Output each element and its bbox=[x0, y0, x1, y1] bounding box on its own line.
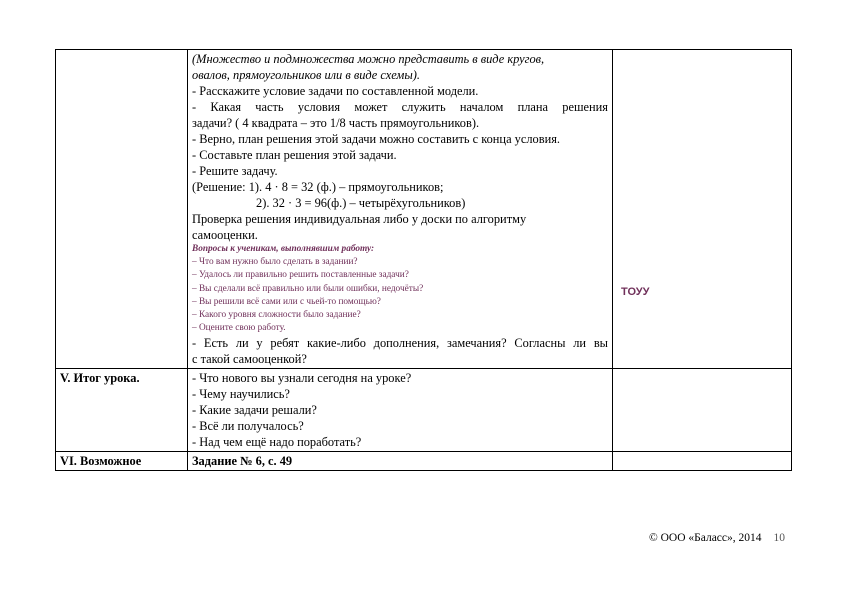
task-text: Задание № 6, с. 49 bbox=[192, 454, 293, 469]
question-item: – Вы решили всё сами или с чьей-то помощью? bbox=[192, 296, 381, 307]
text-line: задачи? ( 4 квадрата – это 1/8 часть прямоугольников). bbox=[192, 116, 480, 130]
text-line: - Какие задачи решали? bbox=[192, 403, 317, 418]
page-number: 10 bbox=[773, 532, 786, 544]
content-cell bbox=[188, 50, 613, 369]
stage-cell bbox=[56, 369, 188, 452]
text-line: - Есть ли у ребят какие-либо дополнения, замечания? Согласны ли вы bbox=[192, 336, 608, 351]
text-line: - Что нового вы узнали сегодня на уроке? bbox=[192, 371, 412, 386]
question-item: – Удалось ли правильно решить поставленные задачи? bbox=[192, 270, 409, 281]
text-line: - Решите задачу. bbox=[192, 164, 278, 178]
table-row bbox=[56, 452, 792, 471]
text-line: - Составьте план решения этой задачи. bbox=[192, 148, 397, 162]
stage-title: V. Итог урока. bbox=[60, 371, 140, 386]
text-line: - Верно, план решения этой задачи можно составить с конца условия. bbox=[192, 132, 561, 146]
table-row bbox=[56, 369, 792, 452]
text-line: - Какая часть условия может служить началом плана решения bbox=[192, 100, 608, 114]
text-line: овалов, прямоугольников или в виде схемы). bbox=[192, 68, 420, 82]
toyu-label: ТОУУ bbox=[621, 286, 650, 298]
content-cell bbox=[188, 369, 613, 452]
text-line: Проверка решения индивидуальная либо у доски по алгоритму bbox=[192, 212, 527, 226]
question-item: – Какого уровня сложности было задание? bbox=[192, 310, 361, 321]
content-cell bbox=[188, 452, 613, 471]
text-line: (Множество и подмножества можно представить в виде кругов, bbox=[192, 52, 545, 66]
text-line: - Всё ли получалось? bbox=[192, 419, 304, 434]
question-item: – Оцените свою работу. bbox=[192, 323, 286, 334]
table-row bbox=[56, 50, 792, 369]
question-item: – Что вам нужно было сделать в задании? bbox=[192, 257, 358, 268]
questions-header: Вопросы к ученикам, выполнявшим работу: bbox=[192, 244, 375, 254]
text-line: - Над чем ещё надо поработать? bbox=[192, 435, 362, 450]
uud-cell bbox=[613, 452, 792, 471]
text-line: с такой самооценкой? bbox=[192, 352, 307, 367]
lesson-table bbox=[55, 49, 792, 471]
uud-cell bbox=[613, 50, 792, 369]
question-item: – Вы сделали всё правильно или были ошибки, недочёты? bbox=[192, 283, 424, 294]
stage-title: VI. Возможное bbox=[60, 454, 142, 469]
copyright-text: © ООО «Баласс», 2014 bbox=[649, 532, 762, 544]
uud-cell bbox=[613, 369, 792, 452]
solution-line: 2). 32 · 3 = 96(ф.) – четырёхугольников) bbox=[256, 196, 466, 210]
stage-cell bbox=[56, 452, 188, 471]
text-line: - Чему научились? bbox=[192, 387, 290, 402]
solution-line: (Решение: 1). 4 · 8 = 32 (ф.) – прямоугольников; bbox=[192, 180, 444, 194]
stage-cell bbox=[56, 50, 188, 369]
text-line: самооценки. bbox=[192, 228, 258, 242]
text-line: - Расскажите условие задачи по составленной модели. bbox=[192, 84, 479, 98]
page-footer bbox=[649, 532, 785, 544]
